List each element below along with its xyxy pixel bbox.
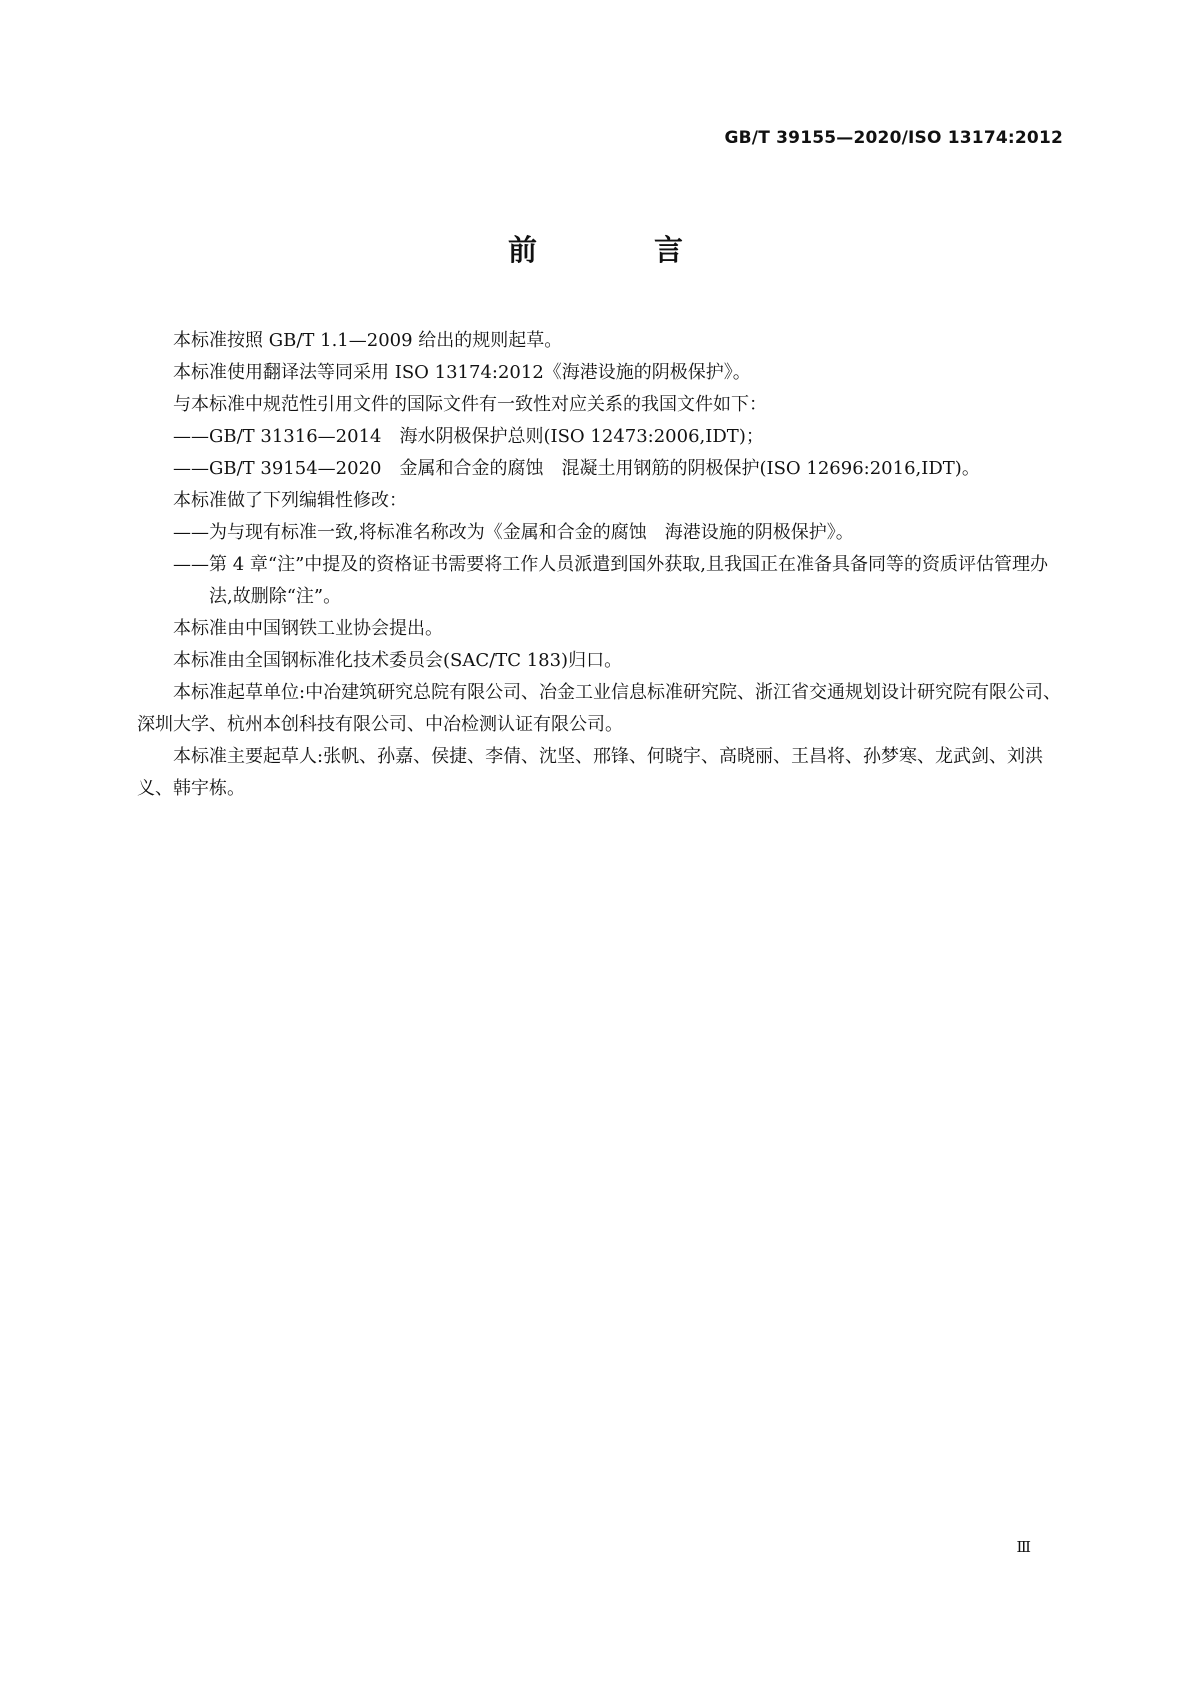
- list-item-gbt-39154: ——GB/T 39154—2020 金属和合金的腐蚀 混凝土用钢筋的阴极保护(ISO 12696:2016,IDT)。: [173, 458, 980, 479]
- list-item-gbt-31316: ——GB/T 31316—2014 海水阴极保护总则(ISO 12473:2006,IDT)；: [173, 426, 764, 447]
- paragraph-committee: 本标准由全国钢标准化技术委员会(SAC/TC 183)归口。: [173, 650, 623, 671]
- document-body: [137, 325, 1062, 805]
- paragraph-adoption: 本标准使用翻译法等同采用 ISO 13174:2012《海港设施的阴极保护》。: [173, 362, 751, 383]
- list-item-note-removal: ——第 4 章“注”中提及的资格证书需要将工作人员派遣到国外获取,且我国正在准备具备同等的资质评估管理办法,故删除“注”。: [173, 554, 1049, 607]
- paragraph-drafters: 本标准主要起草人:张帆、孙嘉、侯捷、李倩、沈坚、邢锋、何晓宇、高晓丽、王昌将、孙梦寒、龙武剑、刘洪义、韩宇栋。: [137, 746, 1044, 799]
- paragraph-proposer: 本标准由中国钢铁工业协会提出。: [173, 618, 443, 639]
- list-item-title-change: ——为与现有标准一致,将标准名称改为《金属和合金的腐蚀 海港设施的阴极保护》。: [173, 522, 854, 543]
- standard-code: GB/T 39155—2020/ISO 13174:2012: [724, 128, 1063, 148]
- paragraph-editorial-changes: 本标准做了下列编辑性修改：: [173, 490, 407, 511]
- page-title: 前 言: [507, 233, 727, 267]
- paragraph-drafting-rules: 本标准按照 GB/T 1.1—2009 给出的规则起草。: [173, 330, 563, 351]
- paragraph-correspondence: 与本标准中规范性引用文件的国际文件有一致性对应关系的我国文件如下：: [173, 394, 767, 415]
- paragraph-drafting-units: 本标准起草单位:中冶建筑研究总院有限公司、冶金工业信息标准研究院、浙江省交通规划设计研究院有限公司、深圳大学、杭州本创科技有限公司、中冶检测认证有限公司。: [137, 682, 1062, 735]
- page-number: Ⅲ: [1016, 1538, 1031, 1556]
